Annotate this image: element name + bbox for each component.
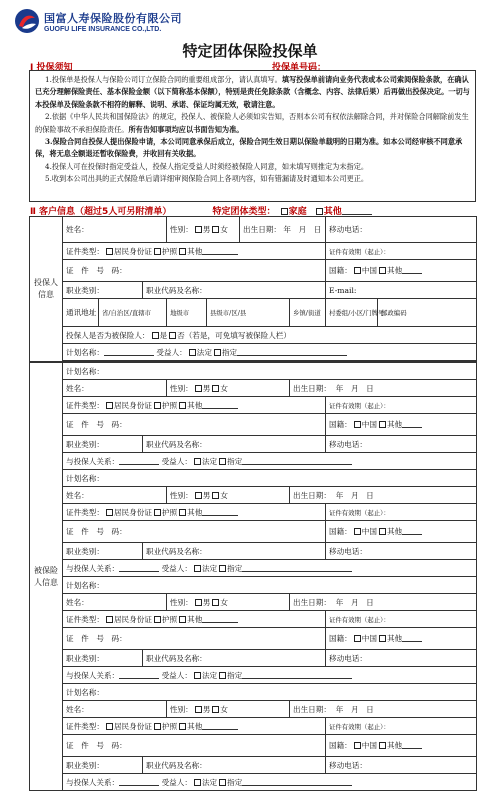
- ins2-occupation-field[interactable]: 职业类别：: [63, 543, 143, 560]
- ins4-male-checkbox[interactable]: [195, 706, 202, 713]
- ph-city-field[interactable]: 地级市: [167, 299, 207, 327]
- ins1-cert-type-field[interactable]: 证件类型： 居民身份证 护照 其他: [63, 397, 326, 414]
- ins4-name-field[interactable]: 姓名：: [63, 701, 167, 718]
- ins3-cert-no-field[interactable]: 证 件 号 码：: [63, 628, 326, 650]
- ph-female-checkbox[interactable]: [212, 226, 219, 233]
- ins3-other-nation-checkbox[interactable]: [379, 635, 386, 642]
- ins2-row-certno: [30, 521, 477, 543]
- ph-row-address: [30, 299, 477, 327]
- ins1-birth-field[interactable]: 出生日期： 年 月 日: [290, 380, 477, 397]
- ins3-other-cert-checkbox[interactable]: [179, 616, 186, 623]
- ph-is-insured-field[interactable]: 投保人是否为被保险人： 是 否（若是，可免填写被保险人栏）: [63, 327, 477, 344]
- ph-male-checkbox[interactable]: [195, 226, 202, 233]
- ins3-relation-field[interactable]: 与投保人关系： 受益人： 法定 指定: [63, 667, 477, 684]
- ins3-row-relation: [30, 667, 477, 684]
- ins2-row-occupation: [30, 543, 477, 560]
- ph-row-certno: [30, 260, 477, 282]
- ins4-row-occupation: [30, 757, 477, 774]
- ins2-idcard-checkbox[interactable]: [106, 509, 113, 516]
- ins2-occupation-code-field[interactable]: 职业代码及名称：: [143, 543, 326, 560]
- ins3-row-certno: [30, 628, 477, 650]
- ins4-plan-field[interactable]: 计划名称：: [63, 684, 477, 701]
- ins2-other-nation-checkbox[interactable]: [379, 528, 386, 535]
- ins1-plan-field[interactable]: 计划名称：: [63, 363, 477, 380]
- ins2-other-cert-checkbox[interactable]: [179, 509, 186, 516]
- ph-is-insured-yes-checkbox[interactable]: [152, 332, 159, 339]
- ins2-nationality-field[interactable]: 国籍： 中国 其他: [326, 521, 477, 543]
- ins2-legal-checkbox[interactable]: [194, 565, 201, 572]
- ins2-mobile-field[interactable]: 移动电话：: [326, 543, 477, 560]
- ins4-row-relation: [30, 774, 477, 791]
- ins2-female-checkbox[interactable]: [212, 492, 219, 499]
- ins3-male-checkbox[interactable]: [195, 599, 202, 606]
- ins3-legal-checkbox[interactable]: [194, 672, 201, 679]
- insured-info-table: [29, 362, 477, 791]
- ins4-cert-type-field[interactable]: 证件类型： 居民身份证 护照 其他: [63, 718, 326, 735]
- ins1-name-field[interactable]: 姓名：: [63, 380, 167, 397]
- customer-info-table: [29, 216, 477, 362]
- ins2-cert-type-field[interactable]: 证件类型： 居民身份证 护照 其他: [63, 504, 326, 521]
- ins4-row-certno: [30, 735, 477, 757]
- ins3-row-name: [30, 594, 477, 611]
- ph-idcard-checkbox[interactable]: [106, 248, 113, 255]
- ph-occupation-code-field[interactable]: 职业代码及名称：: [143, 282, 326, 299]
- ph-row-name: [30, 217, 477, 243]
- ins1-row-occupation: [30, 436, 477, 453]
- ins4-relation-field[interactable]: 与投保人关系： 受益人： 法定 指定: [63, 774, 477, 791]
- ins4-row-plan: [30, 684, 477, 701]
- ins2-cert-no-field[interactable]: 证 件 号 码：: [63, 521, 326, 543]
- ins2-name-field[interactable]: 姓名：: [63, 487, 167, 504]
- notice-item-1: 1.投保单是投保人与保险公司订立保险合同的重要组成部分，请认真填写。填写投保单前请向业务代表或本公司索阅保险条款，在确认已充分理解保险责任、基本保险金额（以下简称基本保额），特别是责任免除条款（含概念、内容、法律后果）后再做出投保决定。一切与本投保单及保险条款不相符的解释、说明、承诺、保证均属无效，敬请注意。: [35, 75, 470, 109]
- ph-legal-checkbox[interactable]: [189, 349, 196, 356]
- ph-row-plan: [30, 344, 477, 361]
- ph-row-cert: [30, 243, 477, 260]
- ph-postcode-field[interactable]: 邮政编码: [378, 299, 477, 327]
- ins2-gender-field[interactable]: 性别： 男 女: [167, 487, 290, 504]
- ph-passport-checkbox[interactable]: [154, 248, 161, 255]
- ins4-legal-checkbox[interactable]: [194, 779, 201, 786]
- ph-other-nation-checkbox[interactable]: [379, 267, 386, 274]
- ins1-idcard-checkbox[interactable]: [106, 402, 113, 409]
- ins1-passport-checkbox[interactable]: [154, 402, 161, 409]
- ins3-name-field[interactable]: 姓名：: [63, 594, 167, 611]
- ph-name-field[interactable]: 姓名：: [63, 217, 167, 243]
- ins3-row-plan: [30, 577, 477, 594]
- ins4-designated-checkbox[interactable]: [219, 779, 226, 786]
- ins1-mobile-field[interactable]: 移动电话：: [326, 436, 477, 453]
- ph-cert-no-field[interactable]: 证 件 号 码：: [63, 260, 326, 282]
- ph-occupation-field[interactable]: 职业类别：: [63, 282, 143, 299]
- company-logo-icon: [14, 8, 40, 34]
- section-notice-heading: Ⅰ 投保须知: [30, 63, 73, 73]
- ins2-row-cert: [30, 504, 477, 521]
- ins1-cert-valid-field[interactable]: 证件有效期（起止）：: [326, 397, 477, 414]
- ins2-row-plan: [30, 470, 477, 487]
- ins4-birth-field[interactable]: 出生日期： 年 月 日: [290, 701, 477, 718]
- ins4-idcard-checkbox[interactable]: [106, 723, 113, 730]
- policyholder-section-label: 投保人信息: [30, 217, 63, 362]
- ph-address-label: 通讯地址: [63, 299, 99, 327]
- ins4-row-name: [30, 701, 477, 718]
- ph-cert-type-field[interactable]: 证件类型： 居民身份证 护照 其他: [63, 243, 326, 260]
- ins2-plan-field[interactable]: 计划名称：: [63, 470, 477, 487]
- ins4-other-cert-checkbox[interactable]: [179, 723, 186, 730]
- ins3-cert-valid-field[interactable]: 证件有效期（起止）：: [326, 611, 477, 628]
- ins2-row-relation: [30, 560, 477, 577]
- ins3-birth-field[interactable]: 出生日期： 年 月 日: [290, 594, 477, 611]
- ins4-mobile-field[interactable]: 移动电话：: [326, 757, 477, 774]
- ins4-china-checkbox[interactable]: [354, 742, 361, 749]
- ins1-designated-checkbox[interactable]: [219, 458, 226, 465]
- ph-cert-valid-field[interactable]: 证件有效期（起止）：: [326, 243, 477, 260]
- ph-birth-field[interactable]: 出生日期： 年 月 日: [240, 217, 326, 243]
- ins1-row-name: [30, 380, 477, 397]
- notice-item-4: 4.投保人可在投保时指定受益人，投保人指定受益人时须经被保险人同意，如未填写则推定为未指定。: [45, 161, 369, 171]
- ph-row-is-insured: [30, 327, 477, 344]
- ph-china-checkbox[interactable]: [354, 267, 361, 274]
- ins1-row-plan: [30, 363, 477, 380]
- ph-other-cert-checkbox[interactable]: [179, 248, 186, 255]
- ph-is-insured-no-checkbox[interactable]: [169, 332, 176, 339]
- ins1-relation-field[interactable]: 与投保人关系： 受益人： 法定 指定: [63, 453, 477, 470]
- ins4-row-cert: [30, 718, 477, 735]
- ph-email-field[interactable]: E-mail:: [326, 282, 477, 299]
- company-name-en: GUOFU LIFE INSURANCE CO.,LTD.: [44, 25, 162, 33]
- company-logo: [14, 8, 182, 34]
- ins2-passport-checkbox[interactable]: [154, 509, 161, 516]
- ins1-gender-field[interactable]: 性别： 男 女: [167, 380, 290, 397]
- ph-town-field[interactable]: 乡镇/街道: [290, 299, 326, 327]
- company-name-cn: 国富人寿保险股份有限公司: [44, 11, 182, 25]
- ins3-gender-field[interactable]: 性别： 男 女: [167, 594, 290, 611]
- ins1-male-checkbox[interactable]: [195, 385, 202, 392]
- ins4-occupation-code-field[interactable]: 职业代码及名称：: [143, 757, 326, 774]
- ins1-cert-no-field[interactable]: 证 件 号 码：: [63, 414, 326, 436]
- notice-item-5: 5.收到本公司出具的正式保险单后请详细审阅保险合同上各项内容，如有错漏请及时通知本公司更正。: [45, 174, 369, 184]
- ins1-other-cert-checkbox[interactable]: [179, 402, 186, 409]
- ph-row-occupation: [30, 282, 477, 299]
- ins4-gender-field[interactable]: 性别： 男 女: [167, 701, 290, 718]
- other-type-checkbox[interactable]: [316, 208, 323, 215]
- ins1-nationality-field[interactable]: 国籍： 中国 其他: [326, 414, 477, 436]
- notice-box: [29, 70, 476, 202]
- ph-district-field[interactable]: 县级市/区/县: [207, 299, 290, 327]
- ins3-china-checkbox[interactable]: [354, 635, 361, 642]
- ins2-male-checkbox[interactable]: [195, 492, 202, 499]
- ins3-occupation-field[interactable]: 职业类别：: [63, 650, 143, 667]
- policy-number-label: 投保单号码：: [272, 63, 327, 73]
- ph-plan-field[interactable]: 计划名称： 受益人： 法定 指定: [63, 344, 477, 361]
- ins3-row-occupation: [30, 650, 477, 667]
- ins1-row-relation: [30, 453, 477, 470]
- insured-section-label: 被保险人信息: [30, 363, 63, 791]
- ph-gender-field[interactable]: 性别： 男 女: [167, 217, 240, 243]
- ins2-birth-field[interactable]: 出生日期： 年 月 日: [290, 487, 477, 504]
- ins3-mobile-field[interactable]: 移动电话：: [326, 650, 477, 667]
- ins4-cert-no-field[interactable]: 证 件 号 码：: [63, 735, 326, 757]
- ins2-relation-field[interactable]: 与投保人关系： 受益人： 法定 指定: [63, 560, 477, 577]
- ins1-legal-checkbox[interactable]: [194, 458, 201, 465]
- ins1-row-certno: [30, 414, 477, 436]
- ins1-row-cert: [30, 397, 477, 414]
- ph-village-field[interactable]: 村委组/小区/门牌号: [326, 299, 378, 327]
- ins3-idcard-checkbox[interactable]: [106, 616, 113, 623]
- ins4-nationality-field[interactable]: 国籍： 中国 其他: [326, 735, 477, 757]
- ph-mobile-field[interactable]: 移动电话：: [326, 217, 477, 243]
- ins3-occupation-code-field[interactable]: 职业代码及名称：: [143, 650, 326, 667]
- ins1-occupation-field[interactable]: 职业类别：: [63, 436, 143, 453]
- ins4-cert-valid-field[interactable]: 证件有效期（起止）：: [326, 718, 477, 735]
- ins3-female-checkbox[interactable]: [212, 599, 219, 606]
- ins3-plan-field[interactable]: 计划名称：: [63, 577, 477, 594]
- ins2-china-checkbox[interactable]: [354, 528, 361, 535]
- ins1-other-nation-checkbox[interactable]: [379, 421, 386, 428]
- form-title: 特定团体保险投保单: [182, 42, 318, 60]
- ins3-designated-checkbox[interactable]: [219, 672, 226, 679]
- family-checkbox[interactable]: [281, 208, 288, 215]
- ins4-passport-checkbox[interactable]: [154, 723, 161, 730]
- ins1-china-checkbox[interactable]: [354, 421, 361, 428]
- ph-province-field[interactable]: 省/自治区/直辖市: [99, 299, 167, 327]
- ins2-cert-valid-field[interactable]: 证件有效期（起止）：: [326, 504, 477, 521]
- notice-item-2: 2.依据《中华人民共和国保险法》的规定，投保人、被保险人必须如实告知，否则本公司有权依法解除合同，并对保险合同解除前发生的保险事故不承担保险责任。所有告知事项均应以书面告知为准。: [35, 112, 469, 134]
- ins4-occupation-field[interactable]: 职业类别：: [63, 757, 143, 774]
- ins3-cert-type-field[interactable]: 证件类型： 居民身份证 护照 其他: [63, 611, 326, 628]
- ph-designated-checkbox[interactable]: [214, 349, 221, 356]
- ins2-row-name: [30, 487, 477, 504]
- ins3-passport-checkbox[interactable]: [154, 616, 161, 623]
- ins3-row-cert: [30, 611, 477, 628]
- ins1-occupation-code-field[interactable]: 职业代码及名称：: [143, 436, 326, 453]
- ins2-designated-checkbox[interactable]: [219, 565, 226, 572]
- ph-nationality-field[interactable]: 国籍： 中国 其他: [326, 260, 477, 282]
- ins1-female-checkbox[interactable]: [212, 385, 219, 392]
- ins4-other-nation-checkbox[interactable]: [379, 742, 386, 749]
- ins4-female-checkbox[interactable]: [212, 706, 219, 713]
- notice-item-3: 3.保险合同自投保人提出保险申请，本公司同意承保后成立，保险合同生效日期以保险单载明的日期为准。如本公司经审核不同意承保，将无息全额退还暂收保险费，并收回有关收据。: [35, 137, 463, 159]
- ins3-nationality-field[interactable]: 国籍： 中国 其他: [326, 628, 477, 650]
- section-customer-heading: Ⅱ 客户信息（超过5人可另附清单） 特定团体类型： 家庭 其他: [30, 204, 372, 217]
